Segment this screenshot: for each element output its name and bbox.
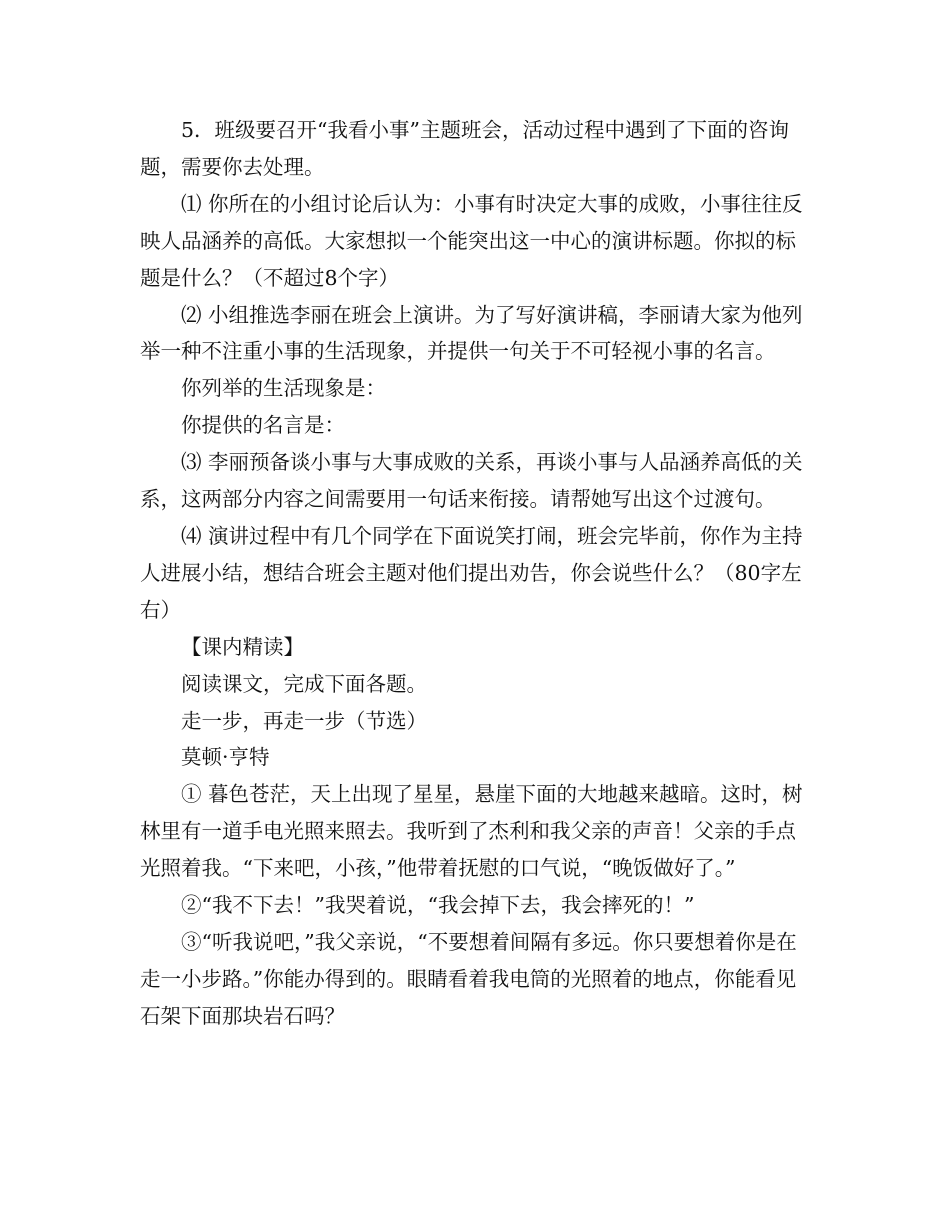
passage-paragraph-2: ②“我不下去！”我哭着说，“我会掉下去，我会摔死的！”: [181, 893, 695, 918]
answer-prompt-phenomenon: 你列举的生活现象是：: [181, 376, 386, 401]
passage-paragraph-1: ① 暮色苍茫，天上出现了星星，悬崖下面的大地越来越暗。这时，树林里有一道手电光照来照去。我听到了杰利和我父亲的声音！父亲的手点光照着我。“下来吧，小孩，”他带着抚慰的口气说，“晚饭做好了。”: [140, 782, 803, 881]
section-heading: 【课内精读】: [181, 634, 304, 659]
question-5-intro: 5．班级要召开“我看小事”主题班会，活动过程中遇到了下面的咨询题，需要你去处理。: [140, 118, 790, 179]
question-5-part-1: ⑴ 你所在的小组讨论后认为：小事有时决定大事的成败，小事往往反映人品涵养的高低。大家想拟一个能突出这一中心的演讲标题。你拟的标题是什么？（不超过8个字）: [140, 191, 803, 290]
answer-prompt-quote: 你提供的名言是：: [181, 413, 345, 438]
question-5-part-2: ⑵ 小组推选李丽在班会上演讲。为了写好演讲稿，李丽请大家为他列举一种不注重小事的生活现象，并提供一句关于不可轻视小事的名言。: [140, 302, 803, 364]
reading-instruction: 阅读课文，完成下面各题。: [181, 671, 427, 696]
question-5-part-3: ⑶ 李丽预备谈小事与大事成败的关系，再谈小事与人品涵养高低的关系，这两部分内容之间需要用一句话来衔接。请帮她写出这个过渡句。: [140, 450, 803, 512]
passage-title: 走一步，再走一步（节选）: [181, 708, 427, 733]
document-body: [140, 112, 812, 1035]
passage-author: 莫顿·亨特: [181, 745, 270, 770]
passage-paragraph-3: ③“听我说吧，”我父亲说，“不要想着间隔有多远。你只要想着你是在走一小步路。”你能办得到的。眼睛看着我电筒的光照着的地点，你能看见石架下面那块岩石吗？: [140, 929, 797, 1028]
question-5-part-4: ⑷ 演讲过程中有几个同学在下面说笑打闹，班会完毕前，你作为主持人进展小结，想结合班会主题对他们提出劝告，你会说些什么？（80字左右）: [140, 523, 803, 622]
